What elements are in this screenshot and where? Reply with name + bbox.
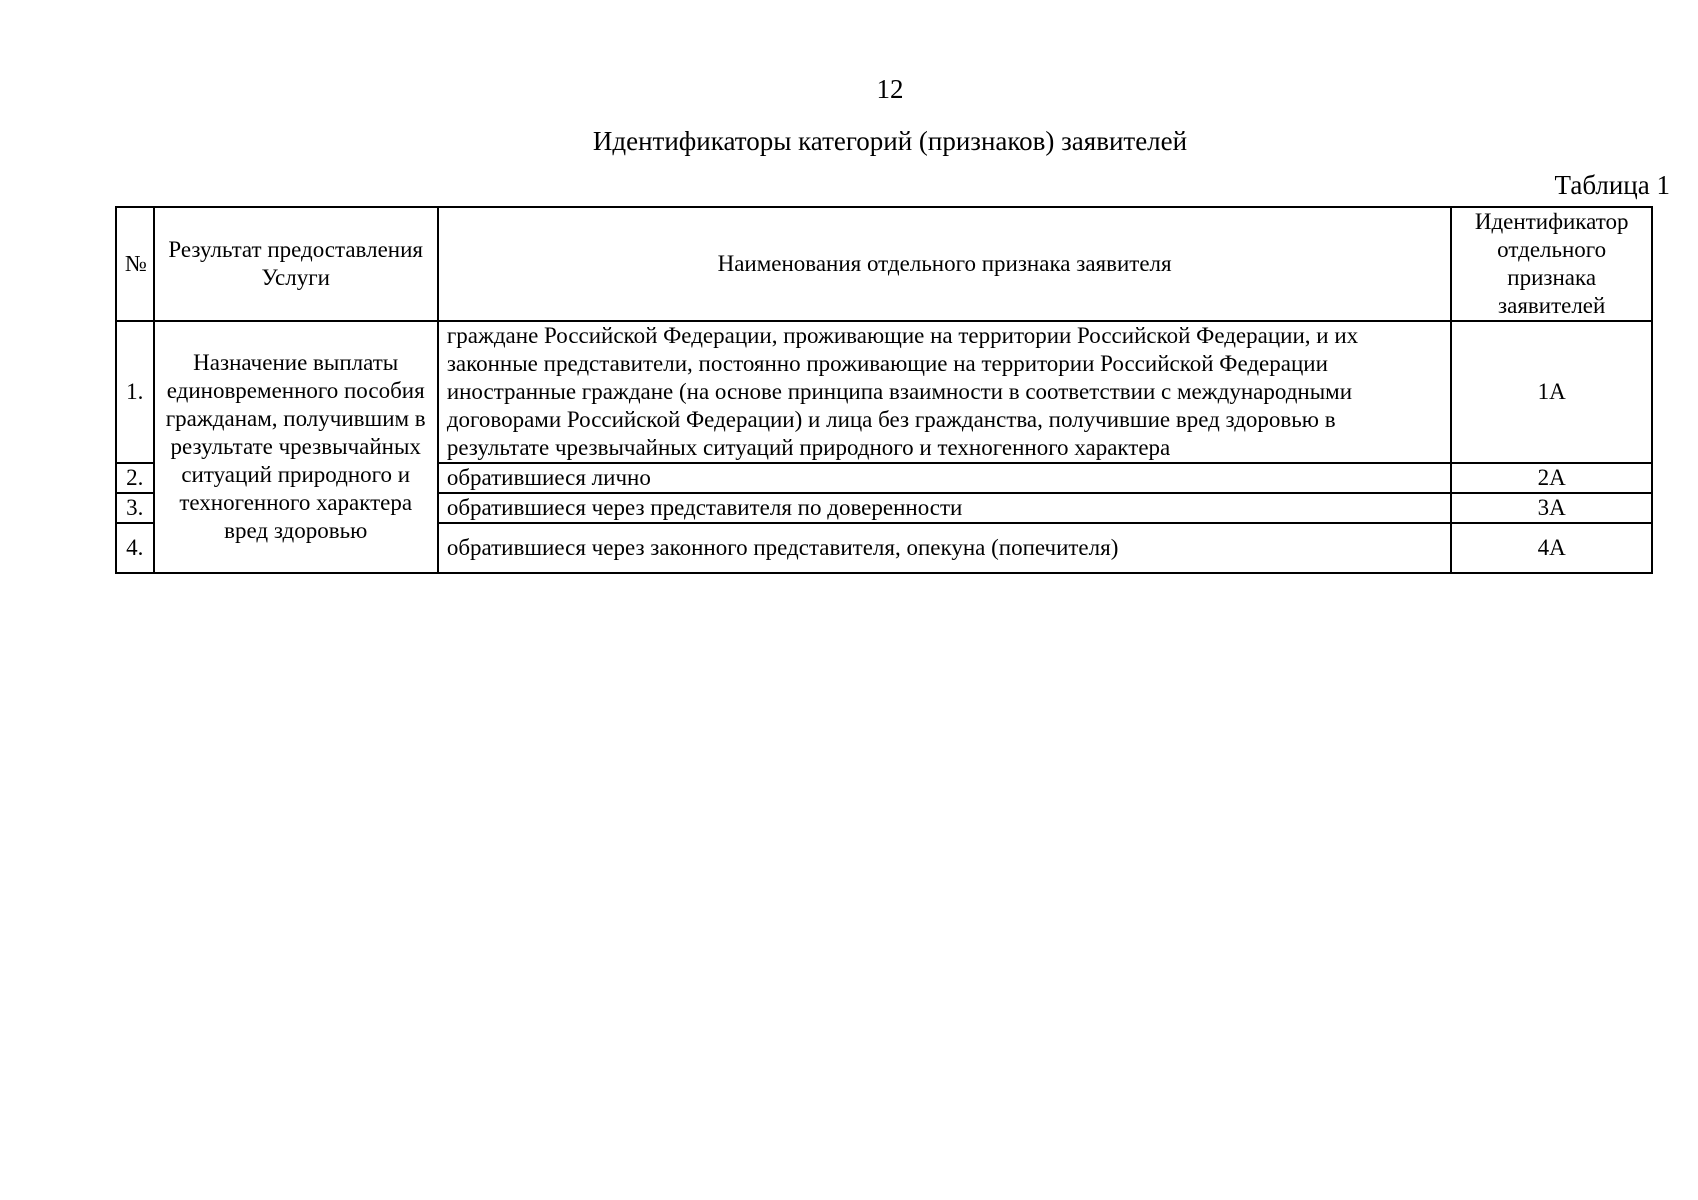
row-number: 2. xyxy=(116,463,154,493)
identifier-cell: 1А xyxy=(1451,321,1652,463)
row-number: 3. xyxy=(116,493,154,523)
table-header-row xyxy=(116,207,1652,321)
page-number: 12 xyxy=(876,74,904,104)
header-num: № xyxy=(116,207,154,321)
row-number: 1. xyxy=(116,321,154,463)
identifier-cell: 3А xyxy=(1451,493,1652,523)
header-result: Результат предоставления Услуги xyxy=(154,207,438,321)
row-number: 4. xyxy=(116,523,154,573)
feature-name-cell: обратившиеся через законного представителя, опекуна (попечителя) xyxy=(438,523,1452,573)
feature-name-cell: граждане Российской Федерации, проживающие на территории Российской Федерации, и их законные представители, постоянно проживающие на территории Российской Федерации иностранные граждане (на основе принципа взаимности в соответствии с международными договорами Российской Федерации) и лица без гражданства, получившие вред здоровью в результате чрезвычайных ситуаций природного и техногенного характера xyxy=(438,321,1452,463)
identifiers-table xyxy=(115,206,1653,574)
document-title: Идентификаторы категорий (признаков) заявителей xyxy=(592,126,1188,156)
feature-name-cell: обратившиеся лично xyxy=(438,463,1452,493)
identifier-cell: 2А xyxy=(1451,463,1652,493)
table-row xyxy=(116,321,1652,463)
result-cell: Назначение выплаты единовременного пособия гражданам, получившим в результате чрезвычайных ситуаций природного и техногенного характера вред здоровью xyxy=(154,321,438,573)
table-caption: Таблица 1 xyxy=(1554,170,1670,200)
identifier-cell: 4А xyxy=(1451,523,1652,573)
header-name: Наименования отдельного признака заявителя xyxy=(438,207,1452,321)
feature-name-cell: обратившиеся через представителя по доверенности xyxy=(438,493,1452,523)
header-identifier: Идентификатор отдельного признака заявителей xyxy=(1451,207,1652,321)
